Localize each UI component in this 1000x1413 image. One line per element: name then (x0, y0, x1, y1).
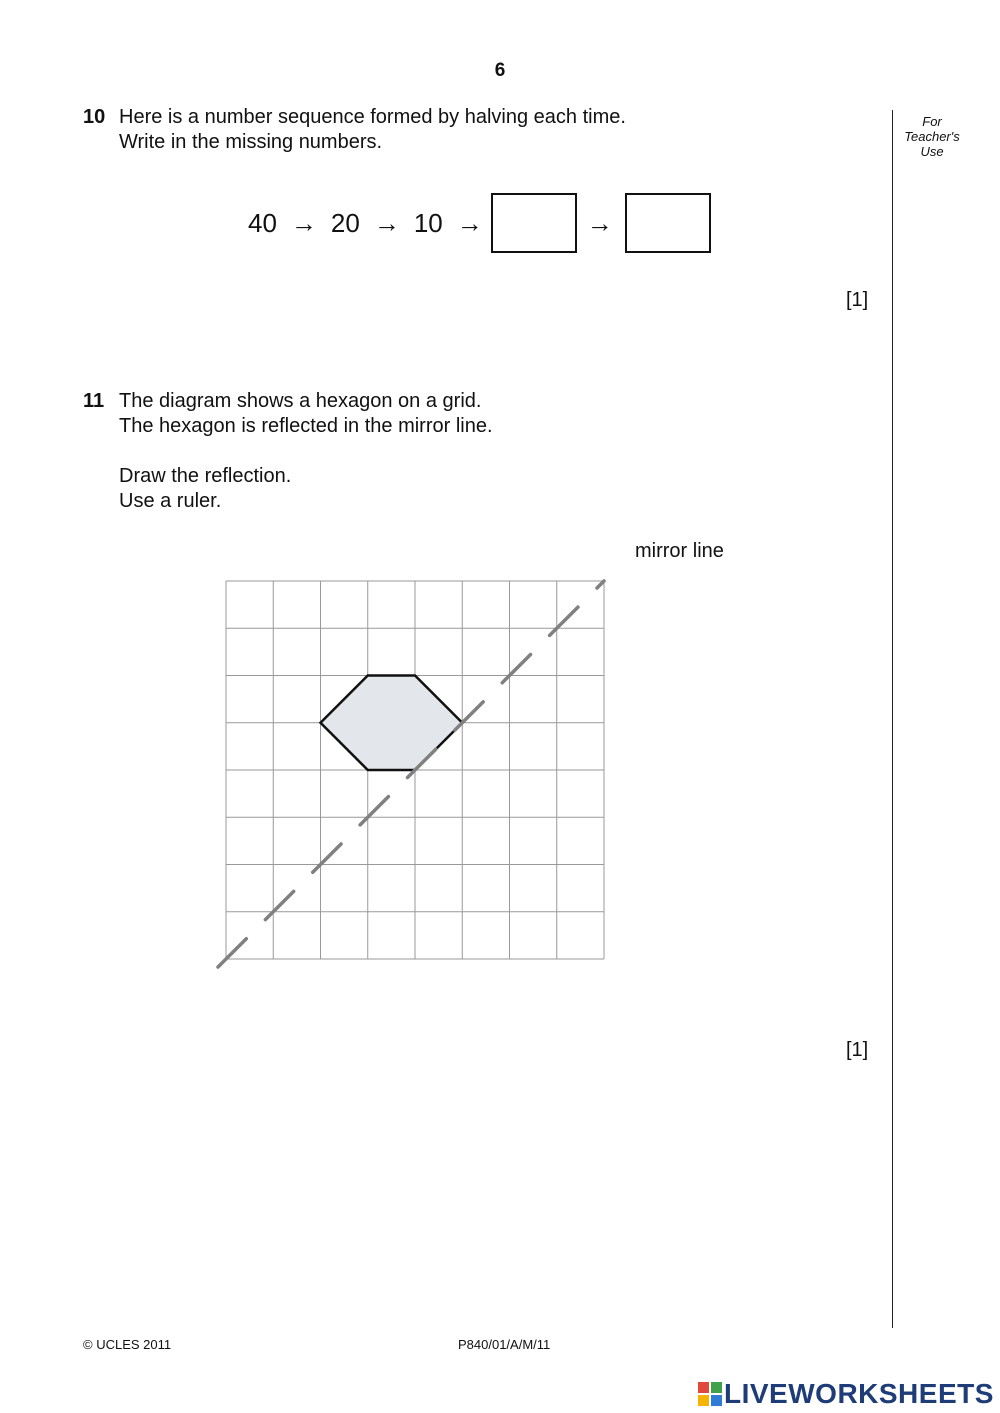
page-number: 6 (494, 60, 506, 81)
instruction-line-1: Draw the reflection. (119, 465, 292, 487)
instruction-line-2: Use a ruler. (119, 490, 222, 512)
arrow-icon: → (290, 207, 317, 238)
question-10-line-2: Write in the missing numbers. (119, 131, 383, 153)
question-11-line-1: The diagram shows a hexagon on a grid. (119, 390, 482, 412)
teacher-use-line-3: Use (920, 144, 944, 159)
sequence-term-2: 20 (330, 207, 360, 238)
copyright: © UCLES 2011 (83, 1337, 172, 1352)
paper-code: P840/01/A/M/11 (458, 1337, 551, 1352)
liveworksheets-logo (698, 1378, 994, 1410)
arrow-icon: → (373, 207, 400, 238)
question-11-marks: [1] (846, 1039, 869, 1061)
hexagon (321, 676, 463, 771)
question-10-marks: [1] (846, 289, 869, 311)
arrow-icon: → (456, 207, 483, 238)
question-11-number: 11 (83, 390, 105, 412)
sequence-term-1: 40 (248, 207, 277, 238)
mirror-line (218, 581, 604, 967)
sequence-term-3: 10 (413, 207, 443, 238)
teacher-use-line-1: For (922, 114, 942, 129)
question-11-line-2: The hexagon is reflected in the mirror line. (119, 415, 493, 437)
question-10-number: 10 (83, 106, 106, 128)
liveworksheets-wordmark: LIVEWORKSHEETS (724, 1378, 994, 1409)
question-10-line-1: Here is a number sequence formed by halving each time. (119, 106, 626, 128)
arrow-icon: → (586, 207, 613, 238)
liveworksheets-icon (698, 1382, 722, 1406)
mirror-line-label: mirror line (635, 540, 724, 562)
teacher-use-line-2: Teacher's (904, 129, 960, 144)
